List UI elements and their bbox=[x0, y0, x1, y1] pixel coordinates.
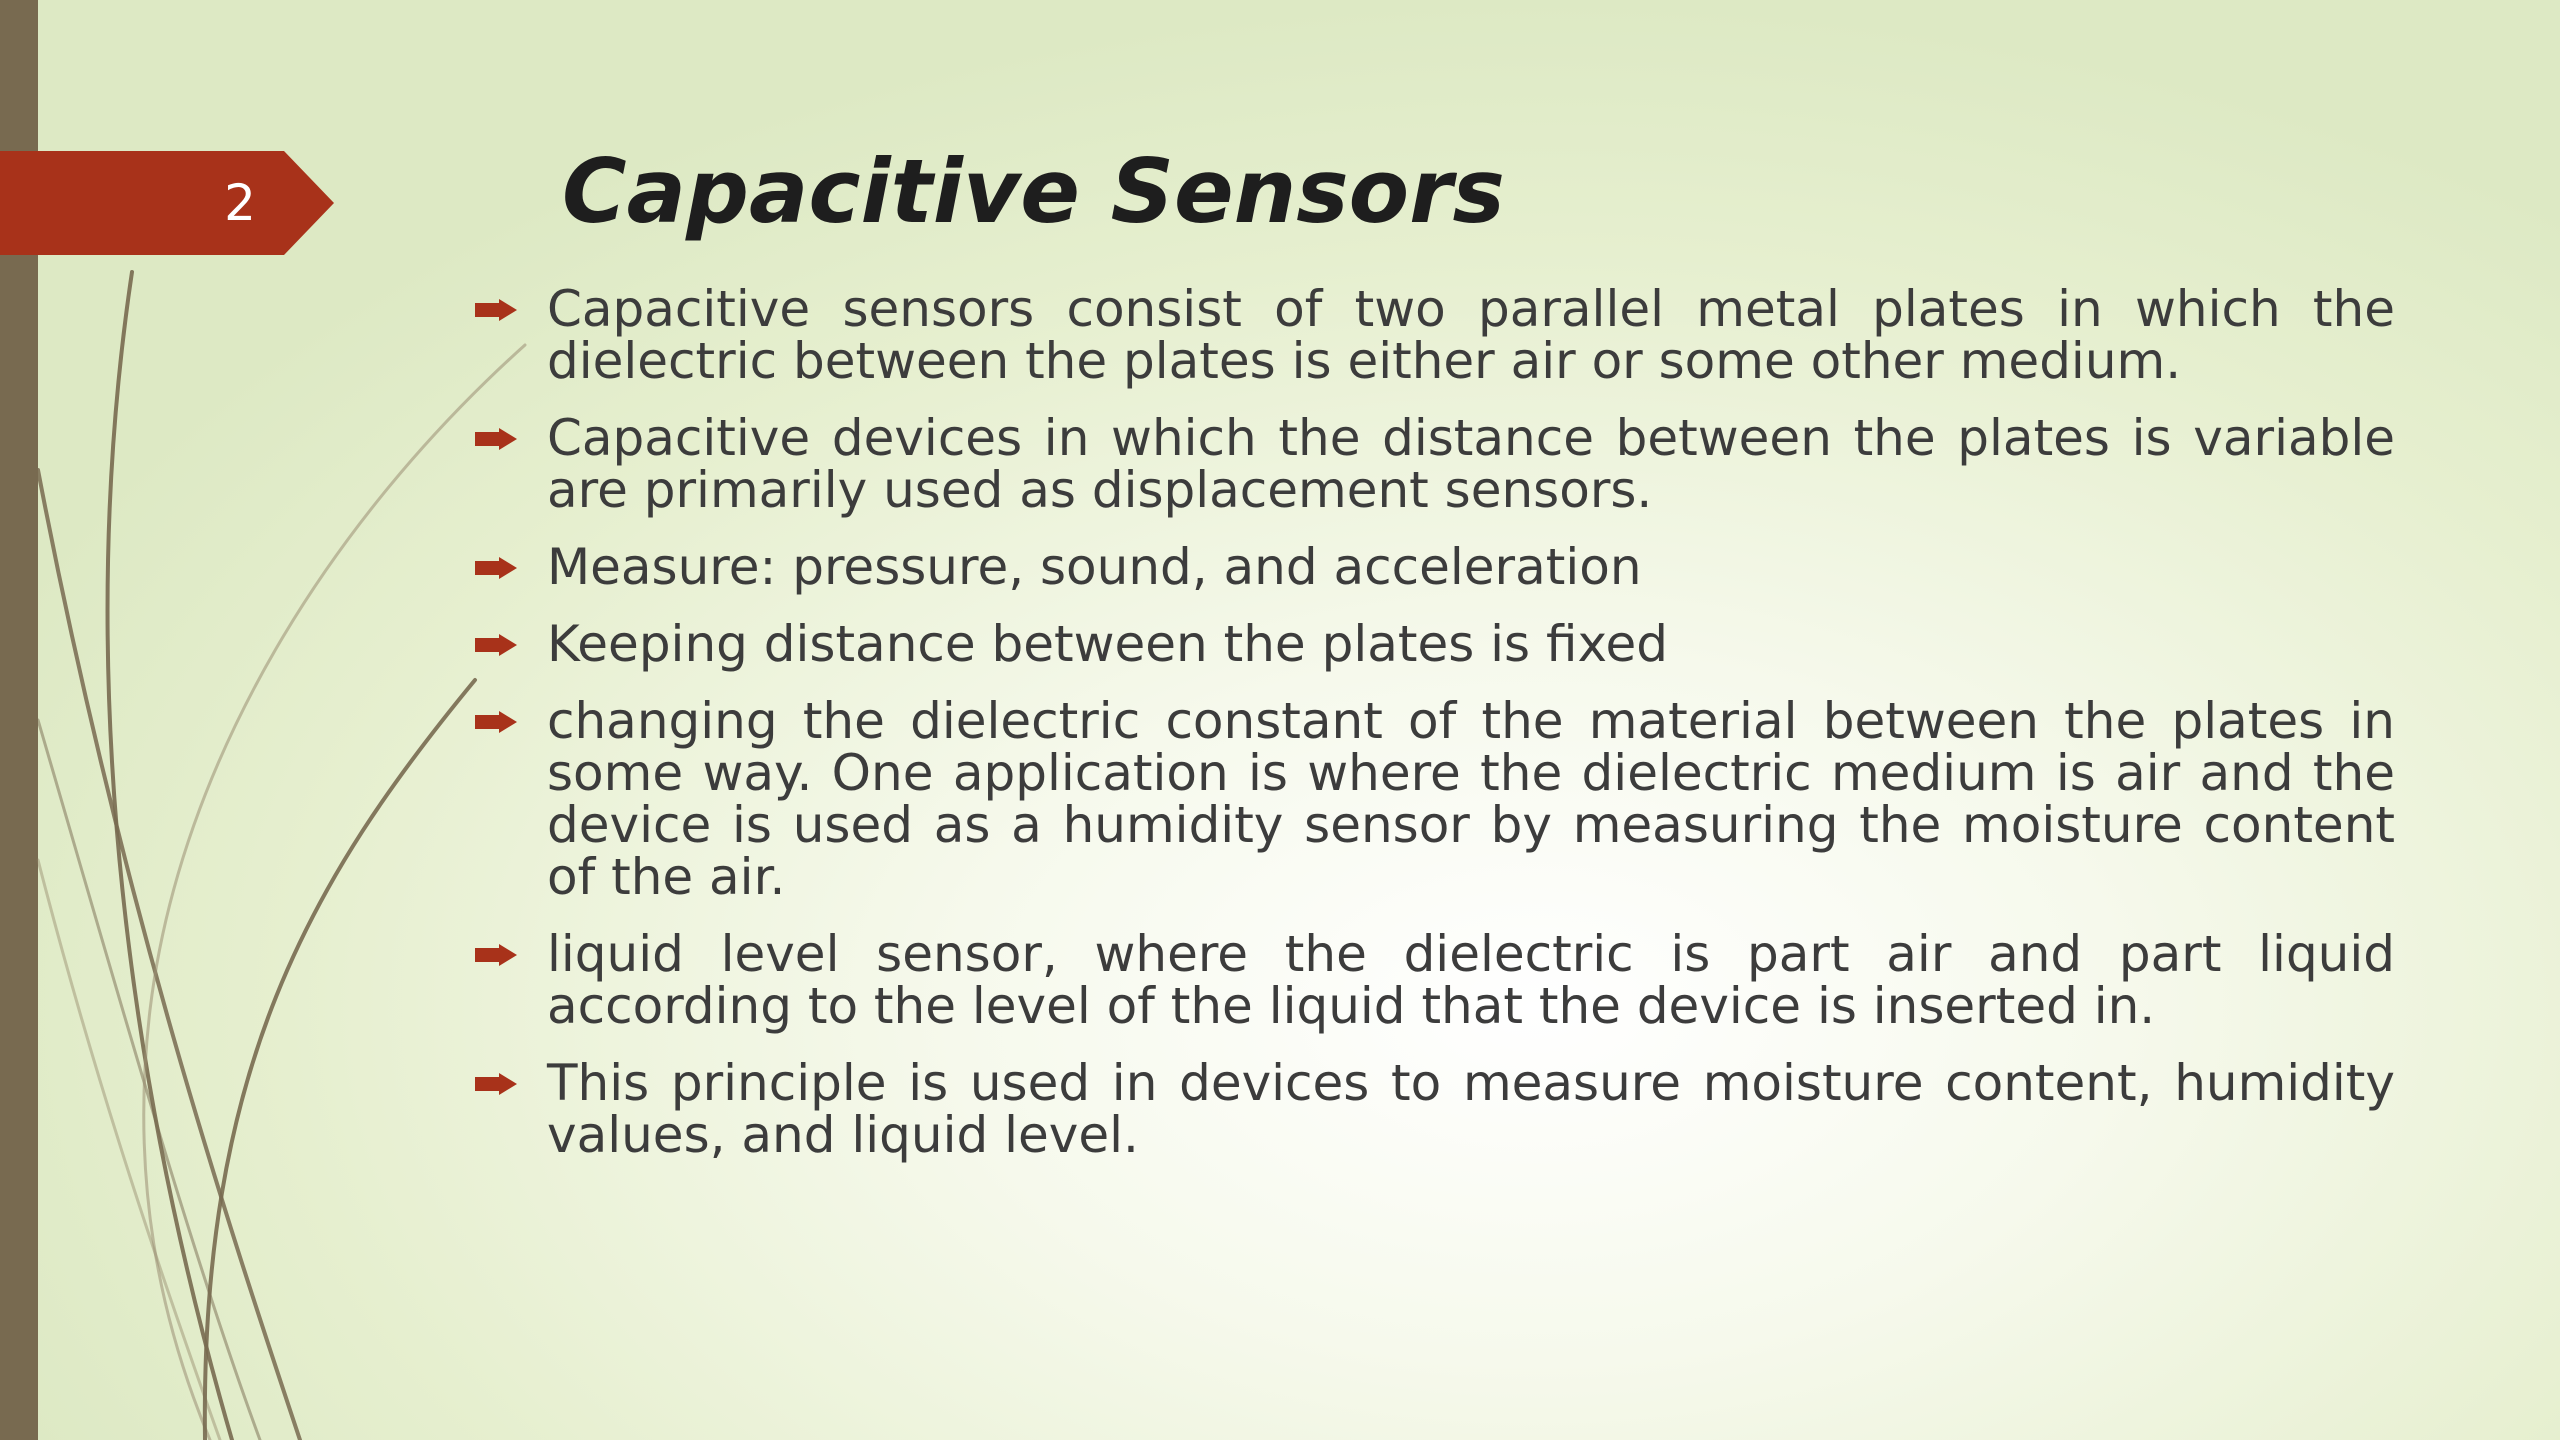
arrow-bullet-icon bbox=[475, 634, 517, 656]
bullet-item bbox=[475, 409, 2395, 519]
bullet-text: This principle is used in devices to measure moisture content, humidity values, and liquid level. bbox=[547, 1054, 2395, 1164]
arrow-bullet-icon bbox=[475, 428, 517, 450]
bullet-text: changing the dielectric constant of the material between the plates in some way. One application is where the dielectric medium is air and the device is used as a humidity sensor by measuring the moisture content of the air. bbox=[547, 692, 2395, 906]
bullet-text: Keeping distance between the plates is fixed bbox=[547, 615, 1669, 673]
bullet-item bbox=[475, 1054, 2395, 1164]
slide-number: 2 bbox=[224, 174, 256, 232]
bullet-item bbox=[475, 925, 2395, 1035]
bullet-text: liquid level sensor, where the dielectric is part air and part liquid according to the level of the liquid that the device is inserted in. bbox=[547, 925, 2395, 1035]
arrow-bullet-icon bbox=[475, 1073, 517, 1095]
bullet-text: Capacitive devices in which the distance between the plates is variable are primarily used as displacement sensors. bbox=[547, 409, 2395, 519]
arrow-bullet-icon bbox=[475, 711, 517, 733]
arrow-bullet-icon bbox=[475, 944, 517, 966]
slide-number-tab bbox=[0, 151, 334, 255]
bullet-item bbox=[475, 692, 2395, 906]
bullet-list bbox=[475, 280, 2395, 1186]
bullet-text: Capacitive sensors consist of two parallel metal plates in which the dielectric between the plates is either air or some other medium. bbox=[547, 280, 2395, 390]
bullet-item bbox=[475, 538, 2395, 596]
slide-title: Capacitive Sensors bbox=[562, 140, 1505, 243]
arrow-bullet-icon bbox=[475, 557, 517, 579]
bullet-item bbox=[475, 615, 2395, 673]
bullet-text: Measure: pressure, sound, and acceleration bbox=[547, 538, 1642, 596]
arrow-bullet-icon bbox=[475, 299, 517, 321]
bullet-item bbox=[475, 280, 2395, 390]
